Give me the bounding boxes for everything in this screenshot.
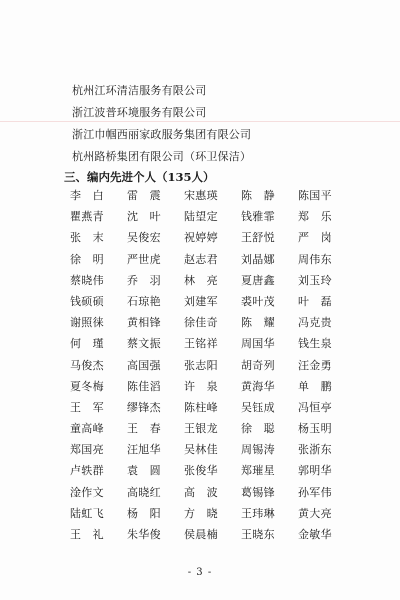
name-cell: 刘玉玲 <box>298 273 332 287</box>
name-cell: 周锡涛 <box>241 443 275 457</box>
name-row <box>70 355 370 376</box>
name-cell: 刘晶娜 <box>241 252 275 266</box>
name-cell: 蔡晓伟 <box>70 273 104 287</box>
company-list <box>72 80 392 168</box>
name-cell: 王舒悦 <box>241 231 275 245</box>
name-cell: 许 泉 <box>184 379 218 393</box>
name-cell: 淦作文 <box>70 485 104 499</box>
name-cell: 谢照徕 <box>70 316 104 330</box>
name-cell: 陈 静 <box>241 189 275 202</box>
name-cell: 冯克贵 <box>298 316 332 330</box>
name-cell: 王银龙 <box>184 422 218 436</box>
name-cell: 沈 叶 <box>127 210 161 224</box>
name-cell: 张志阳 <box>184 358 218 372</box>
name-cell: 郑 乐 <box>298 210 332 224</box>
name-row <box>70 439 370 460</box>
name-cell: 黄大亮 <box>298 506 332 520</box>
name-cell: 张浙东 <box>298 443 332 457</box>
name-row <box>70 503 370 524</box>
name-cell: 周伟东 <box>298 252 332 266</box>
name-row <box>70 333 370 354</box>
name-row <box>70 397 370 418</box>
page-number: - 3 - <box>187 567 213 578</box>
name-cell: 王玮琳 <box>241 506 275 520</box>
name-cell: 张 末 <box>70 231 104 245</box>
name-cell: 杨 阳 <box>127 506 161 520</box>
name-row <box>70 249 370 270</box>
name-cell: 葛锡锋 <box>241 485 275 499</box>
name-cell: 王 春 <box>127 422 161 436</box>
name-cell: 黄相锋 <box>127 316 161 330</box>
name-cell: 陆虹飞 <box>70 506 104 520</box>
name-cell: 陆望定 <box>184 210 218 224</box>
name-cell: 周国华 <box>241 337 275 351</box>
name-cell: 黄海华 <box>241 379 275 393</box>
name-cell: 胡奇列 <box>241 358 275 372</box>
name-cell: 乔 羽 <box>127 273 161 287</box>
name-cell: 朱华俊 <box>127 528 161 541</box>
name-cell: 叶 磊 <box>298 294 332 308</box>
name-cell: 郑国亮 <box>70 443 104 457</box>
name-cell: 钱硕硕 <box>70 294 104 308</box>
name-cell: 马俊杰 <box>70 358 104 372</box>
name-cell: 石琼艳 <box>127 294 161 308</box>
name-row <box>70 227 370 248</box>
name-cell: 陈国平 <box>298 189 332 202</box>
name-row <box>70 185 370 206</box>
name-cell: 童高峰 <box>70 422 104 436</box>
name-cell: 高晓红 <box>127 485 161 499</box>
name-cell: 王 礼 <box>70 528 104 541</box>
name-row <box>70 312 370 333</box>
name-cell: 宋惠瑛 <box>184 189 218 202</box>
names-grid <box>70 185 370 545</box>
name-cell: 徐 聪 <box>241 422 275 436</box>
name-cell: 夏唐鑫 <box>241 273 275 287</box>
name-row <box>70 376 370 397</box>
name-cell: 严世虎 <box>127 252 161 266</box>
name-cell: 陈佳滔 <box>127 379 161 393</box>
name-row <box>70 291 370 312</box>
name-cell: 钱雅霏 <box>241 210 275 224</box>
company-item: 杭州路桥集团有限公司（环卫保洁） <box>72 150 252 163</box>
name-cell: 王铭祥 <box>184 337 218 351</box>
name-cell: 杨玉明 <box>298 422 332 436</box>
name-cell: 卢轶群 <box>70 464 104 478</box>
name-cell: 林 亮 <box>184 273 218 287</box>
name-row <box>70 418 370 439</box>
company-item: 杭州江环清洁服务有限公司 <box>72 84 207 97</box>
name-cell: 金敏华 <box>298 528 332 541</box>
name-cell: 高 波 <box>184 485 218 499</box>
name-cell: 陈柱峰 <box>184 400 218 414</box>
name-cell: 冯恒亭 <box>298 400 332 414</box>
name-cell: 刘建军 <box>184 294 218 308</box>
name-cell: 徐 明 <box>70 252 104 266</box>
name-cell: 王晓东 <box>241 528 275 541</box>
name-row <box>70 270 370 291</box>
name-cell: 徐佳奇 <box>184 316 218 330</box>
company-item: 浙江波普环境服务有限公司 <box>72 106 207 119</box>
name-cell: 郑璀星 <box>241 464 275 478</box>
name-cell: 蔡文振 <box>127 337 161 351</box>
name-cell: 祝婷婷 <box>184 231 218 245</box>
name-cell: 方 晓 <box>184 506 218 520</box>
name-cell: 单 鹏 <box>298 379 332 393</box>
company-item: 浙江巾帼西丽家政服务集团有限公司 <box>72 128 252 141</box>
name-cell: 孙军伟 <box>298 485 332 499</box>
section-heading: 三、编内先进个人（135人） <box>64 170 215 184</box>
name-cell: 汪旭华 <box>127 443 161 457</box>
name-cell: 缪锋杰 <box>127 400 161 414</box>
name-cell: 裘叶茂 <box>241 294 275 308</box>
name-cell: 雷 震 <box>127 189 161 202</box>
name-cell: 瞿燕青 <box>70 210 104 224</box>
name-cell: 王 军 <box>70 400 104 414</box>
name-cell: 袁 圆 <box>127 464 161 478</box>
name-cell: 吴林佳 <box>184 443 218 457</box>
name-cell: 吴俊宏 <box>127 231 161 245</box>
name-cell: 何 瑾 <box>70 337 104 351</box>
name-cell: 夏冬梅 <box>70 379 104 393</box>
name-row <box>70 524 370 545</box>
name-row <box>70 460 370 481</box>
name-row <box>70 206 370 227</box>
name-cell: 侯晨楠 <box>184 528 218 541</box>
name-cell: 李 白 <box>70 189 104 202</box>
name-cell: 钱生泉 <box>298 337 332 351</box>
name-cell: 郭明华 <box>298 464 332 478</box>
name-row <box>70 482 370 503</box>
name-cell: 严 岗 <box>298 231 332 245</box>
name-cell: 高国强 <box>127 358 161 372</box>
name-cell: 汪金勇 <box>298 358 332 372</box>
name-cell: 赵志君 <box>184 252 218 266</box>
name-cell: 吴钰成 <box>241 400 275 414</box>
name-cell: 张俊华 <box>184 464 218 478</box>
name-cell: 陈 耀 <box>241 316 275 330</box>
